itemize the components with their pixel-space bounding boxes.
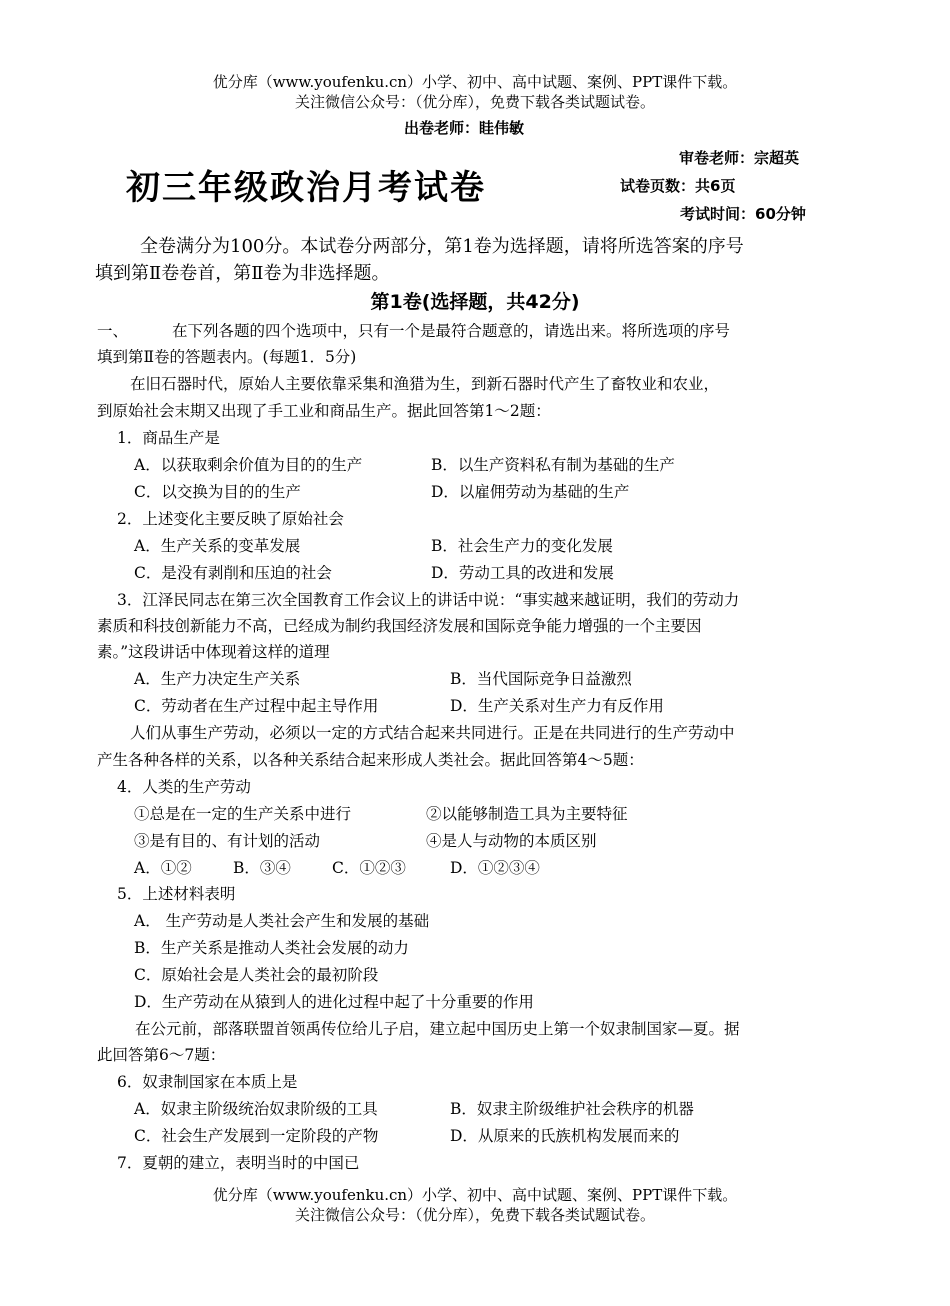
instruction-line-1: 在下列各题的四个选项中，只有一个是最符合题意的，请选出来。将所选项的序号 <box>172 322 731 340</box>
q6-option-a: A．奴隶主阶级统治奴隶阶级的工具 <box>134 1100 378 1118</box>
q3-option-a: A．生产力决定生产关系 <box>134 670 301 688</box>
q3-option-d: D．生产关系对生产力有反作用 <box>450 697 664 715</box>
q1-option-b: B．以生产资料私有制为基础的生产 <box>431 456 675 474</box>
q6-option-c: C．社会生产发展到一定阶段的产物 <box>134 1127 379 1145</box>
q4-statement-3: ③是有目的、有计划的活动 <box>134 832 321 850</box>
material-1-line-2: 到原始社会末期又出现了手工业和商品生产。据此回答第1～2题： <box>97 402 551 420</box>
q5-option-a: A． 生产劳动是人类社会产生和发展的基础 <box>134 912 430 930</box>
q2-option-b: B．社会生产力的变化发展 <box>431 537 613 555</box>
q6-stem: 6．奴隶制国家在本质上是 <box>117 1073 298 1091</box>
material-1-line-1: 在旧石器时代，原始人主要依靠采集和渔猎为生，到新石器时代产生了畜牧业和农业， <box>130 375 720 393</box>
page-title: 初三年级政治月考试卷 <box>126 168 486 208</box>
q6-option-d: D．从原来的氏族机构发展而来的 <box>450 1127 680 1145</box>
header-line-2: 关注微信公众号：（优分库），免费下载各类试题试卷。 <box>294 93 655 111</box>
q4-option-c: C．①②③ <box>332 859 406 877</box>
q2-stem: 2．上述变化主要反映了原始社会 <box>117 510 344 528</box>
q4-statement-1: ①总是在一定的生产关系中进行 <box>134 805 352 823</box>
page-count: 试卷页数：共6页 <box>620 177 736 195</box>
q5-option-c: C．原始社会是人类社会的最初阶段 <box>134 966 379 984</box>
footer-line-1: 优分库（www.youfenku.cn）小学、初中、高中试题、案例、PPT课件下载。 <box>212 1186 738 1204</box>
q5-option-b: B．生产关系是推动人类社会发展的动力 <box>134 939 409 957</box>
q2-option-c: C．是没有剥削和压迫的社会 <box>134 564 332 582</box>
q3-line-1: 3．江泽民同志在第三次全国教育工作会议上的讲话中说：“事实越来越证明，我们的劳动力 <box>117 591 740 609</box>
material-2-line-1: 人们从事生产劳动，必须以一定的方式结合起来共同进行。正是在共同进行的生产劳动中 <box>130 724 735 742</box>
q1-option-d: D．以雇佣劳动为基础的生产 <box>431 483 630 501</box>
q4-statement-4: ④是人与动物的本质区别 <box>426 832 597 850</box>
q4-option-a: A．①② <box>134 859 192 877</box>
material-3-line-2: 此回答第6～7题： <box>97 1046 226 1064</box>
footer-line-2: 关注微信公众号：（优分库），免费下载各类试题试卷。 <box>294 1206 655 1224</box>
q1-stem: 1．商品生产是 <box>117 429 220 447</box>
q2-option-d: D．劳动工具的改进和发展 <box>431 564 614 582</box>
q3-option-c: C．劳动者在生产过程中起主导作用 <box>134 697 379 715</box>
q1-option-a: A．以获取剩余价值为目的的生产 <box>134 456 363 474</box>
q3-option-b: B．当代国际竞争日益激烈 <box>450 670 632 688</box>
q3-line-3: 素。”这段讲话中体现着这样的道理 <box>97 643 330 661</box>
exam-time: 考试时间：60分钟 <box>680 205 806 223</box>
section-title: 第1卷(选择题，共42分) <box>370 291 580 313</box>
q7-stem: 7．夏朝的建立，表明当时的中国已 <box>117 1154 360 1172</box>
instruction-line-2: 填到第Ⅱ卷的答题表内。(每题1．5分) <box>97 348 357 366</box>
intro-line-1: 全卷满分为100分。本试卷分两部分，第1卷为选择题，请将所选答案的序号 <box>140 236 744 257</box>
q2-option-a: A．生产关系的变革发展 <box>134 537 301 555</box>
instruction-number: 一、 <box>97 322 129 340</box>
material-3-line-1: 在公元前，部落联盟首领禹传位给儿子启，建立起中国历史上第一个奴隶制国家—夏。据 <box>135 1020 740 1038</box>
q5-option-d: D．生产劳动在从猿到人的进化过程中起了十分重要的作用 <box>134 993 534 1011</box>
material-2-line-2: 产生各种各样的关系，以各种关系结合起来形成人类社会。据此回答第4～5题： <box>97 751 644 769</box>
q3-line-2: 素质和科技创新能力不高，已经成为制约我国经济发展和国际竞争能力增强的一个主要因 <box>97 617 702 635</box>
header-line-1: 优分库（www.youfenku.cn）小学、初中、高中试题、案例、PPT课件下载。 <box>212 73 738 91</box>
author: 出卷老师：眭伟敏 <box>404 119 525 137</box>
q5-stem: 5．上述材料表明 <box>117 885 236 903</box>
q4-option-b: B．③④ <box>233 859 291 877</box>
reviewer: 审卷老师：宗超英 <box>679 149 800 167</box>
q4-statement-2: ②以能够制造工具为主要特征 <box>426 805 628 823</box>
q1-option-c: C．以交换为目的的生产 <box>134 483 301 501</box>
intro-line-2: 填到第Ⅱ卷卷首，第Ⅱ卷为非选择题。 <box>95 263 390 284</box>
q4-option-d: D．①②③④ <box>450 859 540 877</box>
q6-option-b: B．奴隶主阶级维护社会秩序的机器 <box>450 1100 694 1118</box>
q4-stem: 4．人类的生产劳动 <box>117 778 251 796</box>
